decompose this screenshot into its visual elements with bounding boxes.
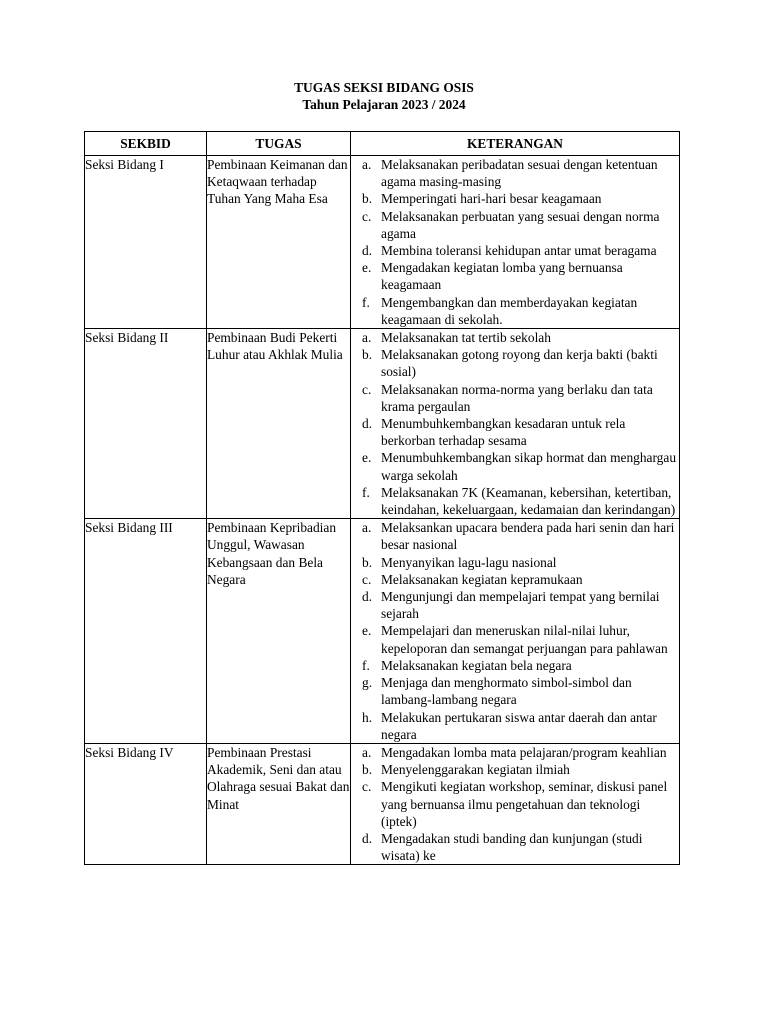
keterangan-list xyxy=(351,156,679,328)
list-item-text: Melaksanakan 7K (Keamanan, kebersihan, ketertiban, keindahan, kekeluargaan, kedamaian dan kerindangan) xyxy=(381,484,676,518)
keterangan-list xyxy=(351,519,679,743)
list-marker: a. xyxy=(362,744,372,760)
header-keterangan: KETERANGAN xyxy=(351,132,680,156)
list-item xyxy=(351,208,679,242)
list-marker: a. xyxy=(362,330,372,346)
list-marker: b. xyxy=(362,191,373,207)
list-marker: h. xyxy=(362,709,373,725)
list-item-text: Melaksankan upacara bendera pada hari senin dan hari besar nasional xyxy=(381,520,675,553)
list-marker: e. xyxy=(362,450,372,466)
list-marker: c. xyxy=(362,208,372,224)
list-marker: b. xyxy=(362,347,373,363)
list-item xyxy=(351,830,679,864)
list-item xyxy=(351,190,679,207)
list-marker: c. xyxy=(362,779,372,795)
sekbid-cell: Seksi Bidang IV xyxy=(85,743,207,864)
list-item-text: Melaksanakan kegiatan bela negara xyxy=(381,657,572,673)
list-item xyxy=(351,709,679,743)
list-item-text: Mengunjungi dan mempelajari tempat yang bernilai sejarah xyxy=(381,589,660,622)
list-item-text: Mempelajari dan meneruskan nilal-nilai luhur, kepeloporan dan semangat perjuangan para pahlawan xyxy=(381,623,668,656)
list-item xyxy=(351,242,679,259)
header-tugas: TUGAS xyxy=(207,132,351,156)
list-item-text: Melaksanakan norma-norma yang berlaku dan tata krama pergaulan xyxy=(381,381,653,414)
list-item xyxy=(351,761,679,778)
sekbid-cell: Seksi Bidang I xyxy=(85,156,207,329)
list-item-text: Melaksanakan tat tertib sekolah xyxy=(381,330,551,346)
keterangan-list xyxy=(351,744,679,864)
list-item xyxy=(351,484,679,518)
list-item xyxy=(351,346,679,380)
keterangan-cell xyxy=(351,329,680,519)
list-item xyxy=(351,381,679,415)
list-item xyxy=(351,744,679,761)
list-marker: f. xyxy=(362,657,370,673)
tugas-cell: Pembinaan Kepribadian Unggul, Wawasan Kebangsaan dan Bela Negara xyxy=(207,519,351,744)
task-table xyxy=(84,131,680,865)
list-item xyxy=(351,622,679,656)
keterangan-cell xyxy=(351,156,680,329)
list-marker: a. xyxy=(362,157,372,172)
list-item-text: Menumbuhkembangkan kesadaran untuk rela berkorban terhadap sesama xyxy=(381,416,626,449)
table-row xyxy=(85,329,680,519)
list-marker: e. xyxy=(362,260,372,276)
table-row xyxy=(85,743,680,864)
list-marker: b. xyxy=(362,762,373,778)
list-item-text: Membina toleransi kehidupan antar umat beragama xyxy=(381,243,657,259)
sekbid-cell: Seksi Bidang II xyxy=(85,329,207,519)
keterangan-cell xyxy=(351,743,680,864)
title-main: TUGAS SEKSI BIDANG OSIS xyxy=(294,80,474,95)
list-item-text: Mengikuti kegiatan workshop, seminar, diskusi panel yang bernuansa ilmu pengetahuan dan teknologi (iptek) xyxy=(381,779,668,829)
title-year: Tahun Pelajaran 2023 / 2024 xyxy=(302,97,466,112)
list-item xyxy=(351,554,679,571)
keterangan-list xyxy=(351,329,679,518)
list-item-text: Mengadakan studi banding dan kunjungan (studi wisata) ke xyxy=(381,830,643,864)
list-marker: d. xyxy=(362,416,373,432)
tugas-cell: Pembinaan Keimanan dan Ketaqwaan terhadap Tuhan Yang Maha Esa xyxy=(207,156,351,329)
list-marker: c. xyxy=(362,381,372,397)
list-marker: e. xyxy=(362,623,372,639)
tugas-cell: Pembinaan Prestasi Akademik, Seni dan atau Olahraga sesuai Bakat dan Minat xyxy=(207,743,351,864)
list-item xyxy=(351,519,679,553)
list-marker: a. xyxy=(362,520,372,536)
list-item xyxy=(351,415,679,449)
list-item-text: Melaksanakan peribadatan sesuai dengan ketentuan agama masing-masing xyxy=(381,157,658,190)
list-item-text: Menyanyikan lagu-lagu nasional xyxy=(381,554,557,570)
list-item xyxy=(351,588,679,622)
list-item-text: Mengembangkan dan memberdayakan kegiatan keagamaan di sekolah. xyxy=(381,294,638,327)
tugas-cell: Pembinaan Budi Pekerti Luhur atau Akhlak Mulia xyxy=(207,329,351,519)
list-marker: b. xyxy=(362,554,373,570)
list-item-text: Melaksanakan perbuatan yang sesuai dengan norma agama xyxy=(381,208,660,241)
list-item xyxy=(351,674,679,708)
list-item xyxy=(351,329,679,346)
list-item-text: Mengadakan kegiatan lomba yang bernuansa keagamaan xyxy=(381,260,623,293)
header-sekbid: SEKBID xyxy=(85,132,207,156)
table-row xyxy=(85,519,680,744)
list-item-text: Menjaga dan menghormato simbol-simbol dan lambang-lambang negara xyxy=(381,675,632,708)
list-item xyxy=(351,571,679,588)
page-title xyxy=(0,79,768,113)
list-item-text: Melaksanakan kegiatan kepramukaan xyxy=(381,571,583,587)
list-item xyxy=(351,778,679,830)
table-header-row xyxy=(85,132,680,156)
keterangan-cell xyxy=(351,519,680,744)
list-marker: d. xyxy=(362,589,373,605)
sekbid-cell: Seksi Bidang III xyxy=(85,519,207,744)
list-marker: f. xyxy=(362,294,370,310)
list-item-text: Menyelenggarakan kegiatan ilmiah xyxy=(381,762,570,778)
list-item xyxy=(351,449,679,483)
list-item-text: Melaksanakan gotong royong dan kerja bakti (bakti sosial) xyxy=(381,347,658,380)
list-item xyxy=(351,259,679,293)
list-item-text: Memperingati hari-hari besar keagamaan xyxy=(381,191,602,207)
list-item xyxy=(351,156,679,190)
list-item-text: Mengadakan lomba mata pelajaran/program keahlian xyxy=(381,744,667,760)
list-item-text: Menumbuhkembangkan sikap hormat dan menghargau warga sekolah xyxy=(381,450,677,483)
list-item xyxy=(351,657,679,674)
table-row xyxy=(85,156,680,329)
list-marker: f. xyxy=(362,484,370,500)
list-marker: c. xyxy=(362,571,372,587)
list-item xyxy=(351,294,679,328)
list-marker: g. xyxy=(362,675,373,691)
list-marker: d. xyxy=(362,830,373,846)
list-marker: d. xyxy=(362,243,373,259)
list-item-text: Melakukan pertukaran siswa antar daerah dan antar negara xyxy=(381,709,657,742)
